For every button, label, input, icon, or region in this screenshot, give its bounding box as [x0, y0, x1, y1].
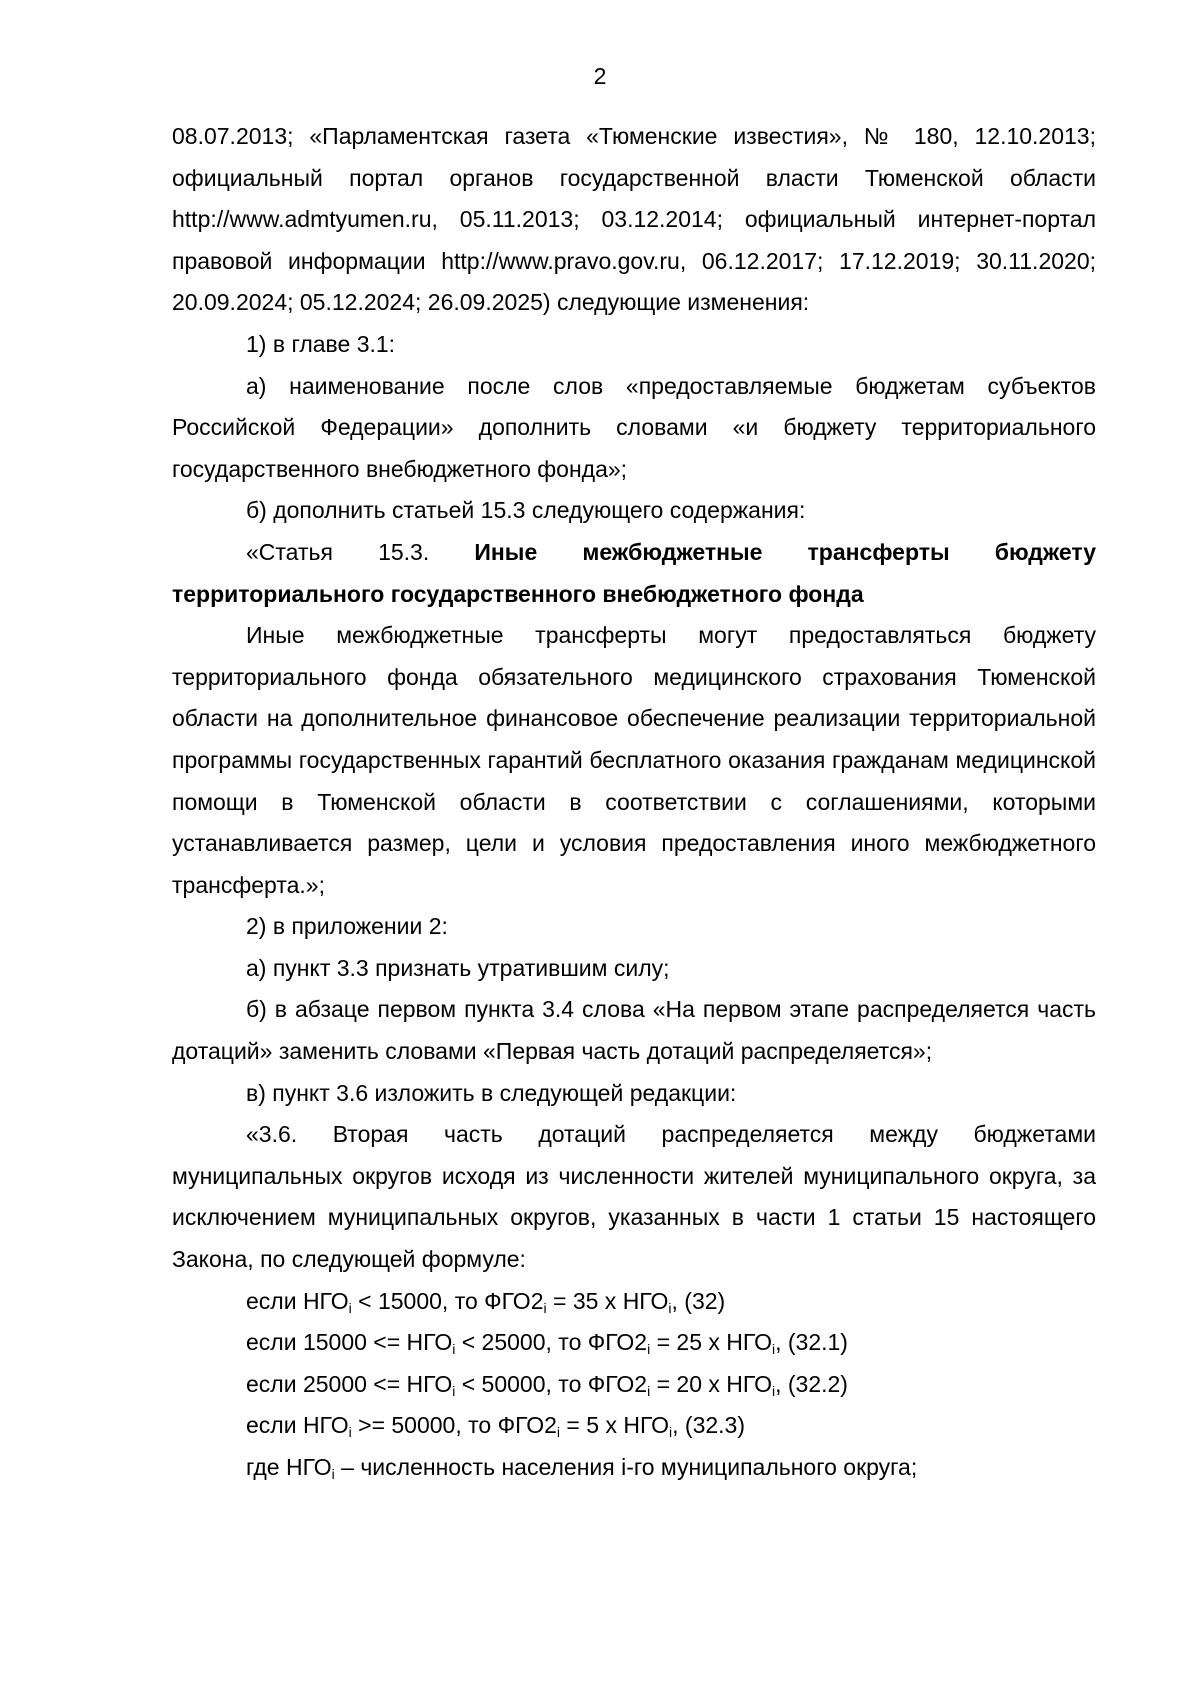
paragraph-clause-3-6: «3.6. Вторая часть дотаций распределяется между бюджетами муниципальных округов исходя из численности жителей муниципального округа, за исключением муниципальных округов, указанных в части 1 статьи 15 настоящего Закона, по следующей формуле: [172, 1121, 1096, 1273]
formula-32: если $НГО_i < 15000$, то $ФГО2_i = 35$ x $НГО_i$, (32) [246, 1287, 726, 1316]
formula-32-2: если $25000 <= НГО_i < 50000$, то $ФГО2_i = 20$ x $НГО_i$, (32.2) [246, 1370, 848, 1399]
article-15-3-label: «Статья 15.3. [246, 538, 475, 565]
formula-definition: где $НГО_i$ – численность населения i-го муниципального округа; [246, 1454, 918, 1482]
paragraph-item-1: 1) в главе 3.1: [246, 330, 396, 357]
paragraph-item-2b: б) в абзаце первом пункта 3.4 слова «На первом этапе распределяется часть дотаций» заменить словами «Первая часть дотаций распределяется»; [172, 996, 1096, 1065]
paragraph-item-1b: б) дополнить статьей 15.3 следующего содержания: [246, 497, 806, 524]
paragraph-item-2: 2) в приложении 2: [246, 913, 448, 940]
paragraph-publication-sources: 08.07.2013; «Парламентская газета «Тюменские известия», № 180, 12.10.2013; официальный портал органов государственной власти Тюменской области http://www.admtyumen.ru, 05.11.2013; 03.12.2014; официальный интернет-портал правовой информации http://www.pravo.gov.ru, 06.12.2017; 17.12.2019; 30.11.2020; 20.09.2024; 05.12.2024; 26.09.2025) следующие изменения: [172, 123, 1096, 316]
paragraph-item-2v: в) пункт 3.6 изложить в следующей редакции: [246, 1079, 737, 1106]
paragraph-item-1a: а) наименование после слов «предоставляемые бюджетам субъектов Российской Федерации» дополнить словами «и бюджету территориального государственного внебюджетного фонда»; [172, 372, 1096, 482]
paragraph-article-15-3-text: Иные межбюджетные трансферты могут предоставляться бюджету территориального фонда обязательного медицинского страхования Тюменской области на дополнительное финансовое обеспечение реализации территориальной программы государственных гарантий бесплатного оказания гражданам медицинской помощи в Тюменской области в соответствии с соглашениями, которыми устанавливается размер, цели и условия предоставления иного межбюджетного трансферта.»; [172, 622, 1096, 898]
article-15-3-heading [172, 532, 1096, 615]
formula-32-3: если $НГО_i >= 50000$, то $ФГО2_i = 5$ x $НГО_i$, (32.3) [246, 1412, 745, 1441]
formula-32-1: если $15000 <= НГО_i < 25000$, то $ФГО2_i = 25$ x $НГО_i$, (32.1) [246, 1329, 848, 1358]
article-15-3-title: Иные межбюджетные трансферты бюджету территориального государственного внебюджетного фонда [172, 538, 1096, 607]
page-number: 2 [593, 63, 607, 89]
paragraph-item-2a: а) пункт 3.3 признать утратившим силу; [246, 954, 670, 981]
document-body [172, 116, 1096, 1489]
